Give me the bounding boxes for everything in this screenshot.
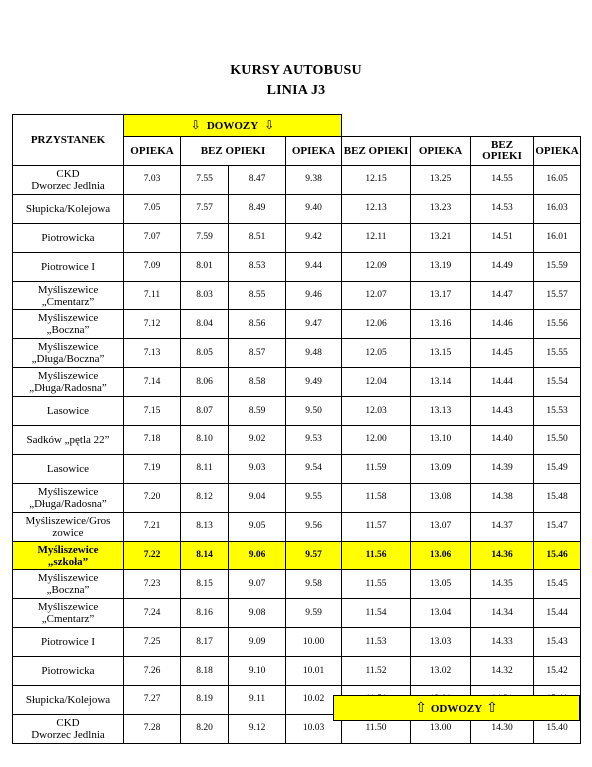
time-cell: 8.03 — [181, 281, 229, 310]
table-row — [13, 512, 581, 541]
stop-name — [13, 426, 124, 455]
time-cell: 13.09 — [411, 454, 471, 483]
time-cell: 15.49 — [534, 454, 581, 483]
col-header-opieka: OPIEKA — [534, 137, 581, 166]
time-cell: 13.13 — [411, 397, 471, 426]
time-cell: 7.03 — [124, 166, 181, 195]
time-cell: 7.18 — [124, 426, 181, 455]
time-cell: 14.30 — [471, 714, 534, 743]
time-cell: 9.04 — [229, 483, 286, 512]
time-cell: 13.02 — [411, 657, 471, 686]
time-cell: 7.12 — [124, 310, 181, 339]
time-cell: 7.22 — [124, 541, 181, 570]
time-cell: 14.55 — [471, 166, 534, 195]
time-cell: 7.27 — [124, 686, 181, 715]
time-cell: 13.25 — [411, 166, 471, 195]
table-row — [13, 599, 581, 628]
time-cell: 12.03 — [342, 397, 411, 426]
time-cell: 9.11 — [229, 686, 286, 715]
dowozy-label: DOWOZY — [206, 119, 259, 132]
time-cell: 8.20 — [181, 714, 229, 743]
time-cell: 13.19 — [411, 252, 471, 281]
stop-name-line: Myśliszewice — [37, 341, 99, 354]
time-cell: 13.15 — [411, 339, 471, 368]
time-cell: 13.21 — [411, 223, 471, 252]
time-cell: 16.01 — [534, 223, 581, 252]
stop-name-line: Sadków „pętla 22” — [26, 433, 110, 446]
stop-name-line: „Długa/Radosna” — [29, 382, 107, 395]
col-header-opieka: OPIEKA — [411, 137, 471, 166]
stop-name-line: Piotrowice I — [40, 260, 96, 273]
time-cell: 15.42 — [534, 657, 581, 686]
stop-name-line: Myśliszewice — [37, 485, 99, 498]
stop-name — [13, 166, 124, 195]
time-cell: 8.15 — [181, 570, 229, 599]
time-cell: 12.07 — [342, 281, 411, 310]
stop-name-line: CKD — [56, 716, 80, 729]
time-cell: 8.56 — [229, 310, 286, 339]
stop-name-line: „Boczna” — [46, 584, 90, 597]
stop-name — [13, 628, 124, 657]
time-cell: 9.49 — [286, 368, 342, 397]
col-header-bez-opieki: BEZ OPIEKI — [471, 137, 534, 166]
time-cell: 13.06 — [411, 541, 471, 570]
time-cell: 13.14 — [411, 368, 471, 397]
time-cell: 13.10 — [411, 426, 471, 455]
time-cell: 9.06 — [229, 541, 286, 570]
stop-name-line: Piotrowicka — [41, 231, 95, 244]
stop-name-line: Myśliszewice — [37, 543, 99, 556]
time-cell: 8.01 — [181, 252, 229, 281]
time-cell: 12.13 — [342, 194, 411, 223]
time-cell: 15.46 — [534, 541, 581, 570]
time-cell: 7.14 — [124, 368, 181, 397]
time-cell: 10.03 — [286, 714, 342, 743]
time-cell: 15.56 — [534, 310, 581, 339]
time-cell: 7.57 — [181, 194, 229, 223]
time-cell: 14.44 — [471, 368, 534, 397]
arrow-down-icon: ⇩ — [190, 117, 201, 132]
stop-name-line: „Boczna” — [46, 324, 90, 337]
stop-name-line: Myśliszewice — [37, 283, 99, 296]
table-row — [13, 397, 581, 426]
time-cell: 7.21 — [124, 512, 181, 541]
time-cell: 9.02 — [229, 426, 286, 455]
time-cell: 8.49 — [229, 194, 286, 223]
time-cell: 9.42 — [286, 223, 342, 252]
stop-name — [13, 541, 124, 570]
time-cell: 10.01 — [286, 657, 342, 686]
time-cell: 7.13 — [124, 339, 181, 368]
time-cell: 15.40 — [534, 714, 581, 743]
time-cell: 9.40 — [286, 194, 342, 223]
col-header-bez-opieki: BEZ OPIEKI — [181, 137, 286, 166]
stop-name-line: Myśliszewice/Gros — [25, 514, 111, 527]
time-cell: 8.19 — [181, 686, 229, 715]
time-cell: 8.16 — [181, 599, 229, 628]
stop-name — [13, 397, 124, 426]
time-cell: 8.57 — [229, 339, 286, 368]
stop-name — [13, 483, 124, 512]
time-cell: 13.04 — [411, 599, 471, 628]
stop-name-line: „Długa/Boczna” — [31, 353, 105, 366]
table-row — [13, 628, 581, 657]
time-cell: 7.15 — [124, 397, 181, 426]
time-cell: 11.52 — [342, 657, 411, 686]
arrow-up-icon: ⇧ — [415, 700, 427, 716]
time-cell: 7.11 — [124, 281, 181, 310]
page-subtitle: LINIA J3 — [266, 83, 326, 98]
table-row — [13, 252, 581, 281]
table-row — [13, 368, 581, 397]
time-cell: 14.45 — [471, 339, 534, 368]
time-cell: 12.04 — [342, 368, 411, 397]
time-cell: 7.05 — [124, 194, 181, 223]
time-cell: 12.09 — [342, 252, 411, 281]
stop-name-line: Myśliszewice — [37, 370, 99, 383]
table-row — [13, 339, 581, 368]
arrow-up-icon: ⇧ — [486, 700, 498, 716]
time-cell: 14.36 — [471, 541, 534, 570]
time-cell: 8.47 — [229, 166, 286, 195]
time-cell: 8.55 — [229, 281, 286, 310]
table-row — [13, 223, 581, 252]
time-cell: 12.11 — [342, 223, 411, 252]
time-cell: 15.54 — [534, 368, 581, 397]
odwozy-label: ODWOZY — [430, 703, 483, 715]
time-cell: 9.05 — [229, 512, 286, 541]
time-cell: 14.38 — [471, 483, 534, 512]
time-cell: 14.37 — [471, 512, 534, 541]
time-cell: 9.08 — [229, 599, 286, 628]
time-cell: 7.19 — [124, 454, 181, 483]
page-title: KURSY AUTOBUSU — [230, 63, 362, 78]
table-row — [13, 657, 581, 686]
stop-name — [13, 686, 124, 715]
table-row — [13, 483, 581, 512]
time-cell: 13.23 — [411, 194, 471, 223]
stop-name — [13, 454, 124, 483]
stop-name — [13, 599, 124, 628]
time-cell: 12.06 — [342, 310, 411, 339]
stop-name-line: „Długa/Radosna” — [29, 497, 107, 510]
time-cell: 15.55 — [534, 339, 581, 368]
time-cell: 14.51 — [471, 223, 534, 252]
time-cell: 7.24 — [124, 599, 181, 628]
time-cell: 14.39 — [471, 454, 534, 483]
stop-name-line: Myśliszewice — [37, 601, 99, 614]
odwozy-header — [333, 695, 580, 721]
time-cell: 7.59 — [181, 223, 229, 252]
stop-name-line: Słupicka/Kolejowa — [25, 693, 111, 706]
time-cell: 9.56 — [286, 512, 342, 541]
stop-name — [13, 368, 124, 397]
time-cell: 8.12 — [181, 483, 229, 512]
table-row — [13, 454, 581, 483]
time-cell: 11.54 — [342, 599, 411, 628]
stop-name — [13, 281, 124, 310]
time-cell: 15.59 — [534, 252, 581, 281]
time-cell: 16.03 — [534, 194, 581, 223]
time-cell: 7.55 — [181, 166, 229, 195]
time-cell: 8.06 — [181, 368, 229, 397]
time-cell: 15.43 — [534, 628, 581, 657]
table-row — [13, 310, 581, 339]
stop-name-line: Dworzec Jedlnia — [31, 728, 105, 741]
time-cell: 7.07 — [124, 223, 181, 252]
stop-name-line: CKD — [56, 167, 80, 180]
time-cell: 13.07 — [411, 512, 471, 541]
time-cell: 11.50 — [342, 714, 411, 743]
dowozy-header — [124, 115, 342, 137]
time-cell: 15.47 — [534, 512, 581, 541]
time-cell: 9.57 — [286, 541, 342, 570]
col-header-opieka: OPIEKA — [124, 137, 181, 166]
time-cell: 14.53 — [471, 194, 534, 223]
time-cell: 14.34 — [471, 599, 534, 628]
time-cell: 8.10 — [181, 426, 229, 455]
time-cell: 8.11 — [181, 454, 229, 483]
time-cell: 11.53 — [342, 628, 411, 657]
stop-name — [13, 512, 124, 541]
time-cell: 9.46 — [286, 281, 342, 310]
time-cell: 14.43 — [471, 397, 534, 426]
stop-name — [13, 252, 124, 281]
time-cell: 11.56 — [342, 541, 411, 570]
time-cell: 9.09 — [229, 628, 286, 657]
time-cell: 13.03 — [411, 628, 471, 657]
time-cell: 8.53 — [229, 252, 286, 281]
time-cell: 13.05 — [411, 570, 471, 599]
time-cell: 8.07 — [181, 397, 229, 426]
time-cell: 12.00 — [342, 426, 411, 455]
stop-name-line: „Cmentarz” — [41, 613, 95, 626]
time-cell: 12.05 — [342, 339, 411, 368]
stop-name-line: Lasowice — [46, 462, 90, 475]
time-cell: 8.51 — [229, 223, 286, 252]
time-cell: 7.25 — [124, 628, 181, 657]
time-cell: 9.07 — [229, 570, 286, 599]
table-row — [13, 281, 581, 310]
stop-name-line: Słupicka/Kolejowa — [25, 202, 111, 215]
time-cell: 8.17 — [181, 628, 229, 657]
time-cell: 14.35 — [471, 570, 534, 599]
time-cell: 9.48 — [286, 339, 342, 368]
time-cell: 9.10 — [229, 657, 286, 686]
time-cell: 9.53 — [286, 426, 342, 455]
time-cell: 8.14 — [181, 541, 229, 570]
stop-name-line: Piotrowice I — [40, 636, 96, 649]
time-cell: 7.23 — [124, 570, 181, 599]
table-row — [13, 541, 581, 570]
time-cell: 9.47 — [286, 310, 342, 339]
stop-name — [13, 339, 124, 368]
stop-name-line: „Cmentarz” — [41, 295, 95, 308]
table-row — [13, 426, 581, 455]
time-cell: 9.55 — [286, 483, 342, 512]
stop-name — [13, 714, 124, 743]
time-cell: 9.03 — [229, 454, 286, 483]
time-cell: 14.33 — [471, 628, 534, 657]
time-cell: 10.00 — [286, 628, 342, 657]
time-cell: 14.49 — [471, 252, 534, 281]
time-cell: 8.13 — [181, 512, 229, 541]
time-cell: 9.54 — [286, 454, 342, 483]
time-cell: 8.18 — [181, 657, 229, 686]
time-cell: 13.08 — [411, 483, 471, 512]
time-cell: 7.20 — [124, 483, 181, 512]
time-cell: 9.59 — [286, 599, 342, 628]
stop-name-line: Myśliszewice — [37, 312, 99, 325]
col-header-opieka: OPIEKA — [286, 137, 342, 166]
time-cell: 15.57 — [534, 281, 581, 310]
header-przystanek: PRZYSTANEK — [13, 115, 124, 166]
time-cell: 7.09 — [124, 252, 181, 281]
stop-name-line: Piotrowicka — [41, 665, 95, 678]
time-cell: 16.05 — [534, 166, 581, 195]
time-cell: 14.32 — [471, 657, 534, 686]
time-cell: 9.44 — [286, 252, 342, 281]
arrow-down-icon: ⇩ — [264, 117, 275, 132]
stop-name-line: „szkoła” — [47, 555, 89, 568]
time-cell: 8.05 — [181, 339, 229, 368]
time-cell: 11.59 — [342, 454, 411, 483]
stop-name — [13, 657, 124, 686]
time-cell: 15.48 — [534, 483, 581, 512]
time-cell: 8.04 — [181, 310, 229, 339]
stop-name-line: Dworzec Jedlnia — [31, 179, 105, 192]
time-cell: 15.44 — [534, 599, 581, 628]
stop-name — [13, 223, 124, 252]
table-row — [13, 166, 581, 195]
time-cell: 13.17 — [411, 281, 471, 310]
time-cell: 13.16 — [411, 310, 471, 339]
time-cell: 11.55 — [342, 570, 411, 599]
time-cell: 14.46 — [471, 310, 534, 339]
time-cell: 7.26 — [124, 657, 181, 686]
time-cell: 14.47 — [471, 281, 534, 310]
table-row — [13, 570, 581, 599]
stop-name-line: Lasowice — [46, 405, 90, 418]
time-cell: 10.02 — [286, 686, 342, 715]
table-row — [13, 194, 581, 223]
time-cell: 12.15 — [342, 166, 411, 195]
timetable — [12, 114, 581, 744]
time-cell: 15.45 — [534, 570, 581, 599]
time-cell: 14.40 — [471, 426, 534, 455]
time-cell: 11.57 — [342, 512, 411, 541]
stop-name — [13, 310, 124, 339]
col-header-bez-opieki: BEZ OPIEKI — [342, 137, 411, 166]
time-cell: 8.59 — [229, 397, 286, 426]
time-cell: 15.53 — [534, 397, 581, 426]
time-cell: 13.00 — [411, 714, 471, 743]
time-cell: 11.58 — [342, 483, 411, 512]
time-cell: 9.12 — [229, 714, 286, 743]
time-cell: 15.50 — [534, 426, 581, 455]
time-cell: 9.58 — [286, 570, 342, 599]
stop-name — [13, 194, 124, 223]
time-cell: 7.28 — [124, 714, 181, 743]
time-cell: 9.50 — [286, 397, 342, 426]
time-cell: 8.58 — [229, 368, 286, 397]
stop-name — [13, 570, 124, 599]
stop-name-line: Myśliszewice — [37, 572, 99, 585]
header-blank — [342, 115, 581, 137]
time-cell: 9.38 — [286, 166, 342, 195]
stop-name-line: zowice — [52, 526, 84, 539]
